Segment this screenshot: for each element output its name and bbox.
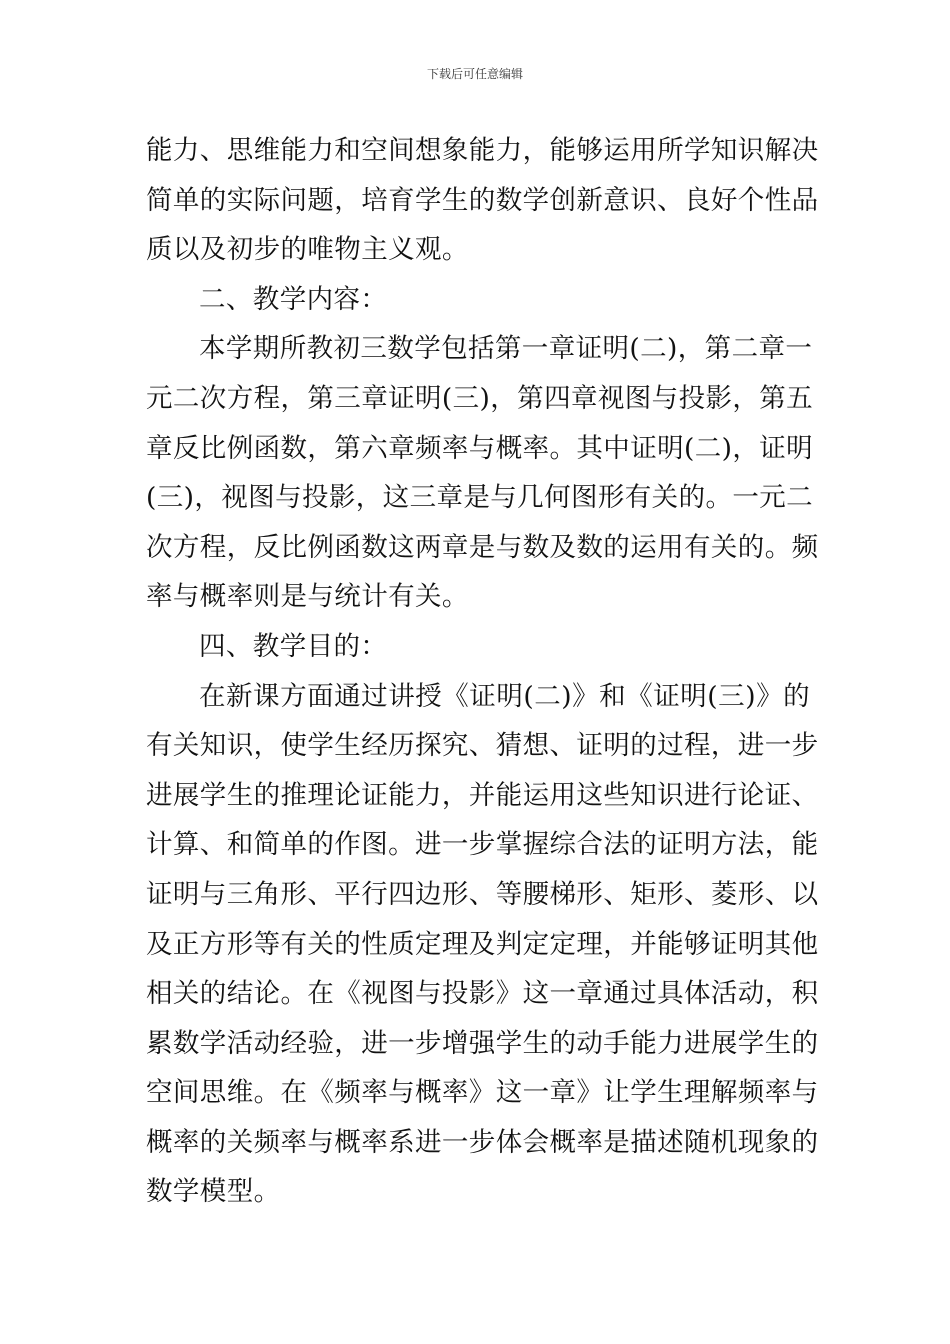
text-line: 质以及初步的唯物主义观。 [146,234,469,266]
text-line: (三)，视图与投影，这三章是与几何图形有关的。一元二 [146,482,814,514]
page-header: 下载后可任意编辑 [426,67,523,81]
text-line: 空间思维。在《频率与概率》这一章》让学生理解频率与 [146,1077,819,1109]
text-line: 元二次方程，第三章证明(三)，第四章视图与投影，第五 [146,382,814,414]
section-heading: 二、教学内容： [199,283,388,315]
section-heading: 四、教学目的： [199,630,388,662]
text-line: 章反比例函数，第六章频率与概率。其中证明(二)，证明 [146,432,814,464]
text-line: 进展学生的推理论证能力，并能运用这些知识进行论证、 [146,779,819,811]
text-line: 能力、思维能力和空间想象能力，能够运用所学知识解决 [146,135,819,166]
text-line: 次方程，反比例函数这两章是与数及数的运用有关的。频 [146,531,819,563]
text-line: 数学模型。 [146,1176,281,1208]
text-line: 在新课方面通过讲授《证明(二)》和《证明(三)》的 [199,680,810,712]
text-line: 证明与三角形、平行四边形、等腰梯形、矩形、菱形、以 [146,878,819,910]
text-line: 计算、和简单的作图。进一步掌握综合法的证明方法，能 [146,829,819,861]
text-line: 相关的结论。在《视图与投影》这一章通过具体活动，积 [146,978,819,1010]
text-line: 累数学活动经验，进一步增强学生的动手能力进展学生的 [146,1027,819,1059]
document-body [146,126,819,1217]
text-line: 概率的关频率与概率系进一步体会概率是描述随机现象的 [146,1126,819,1158]
text-line: 有关知识，使学生经历探究、猜想、证明的过程，进一步 [146,730,819,762]
text-line: 及正方形等有关的性质定理及判定定理，并能够证明其他 [146,928,819,960]
text-line: 率与概率则是与统计有关。 [146,581,469,613]
text-line: 简单的实际问题，培育学生的数学创新意识、良好个性品 [146,184,819,216]
text-line: 本学期所教初三数学包括第一章证明(二)，第二章一 [199,333,813,365]
